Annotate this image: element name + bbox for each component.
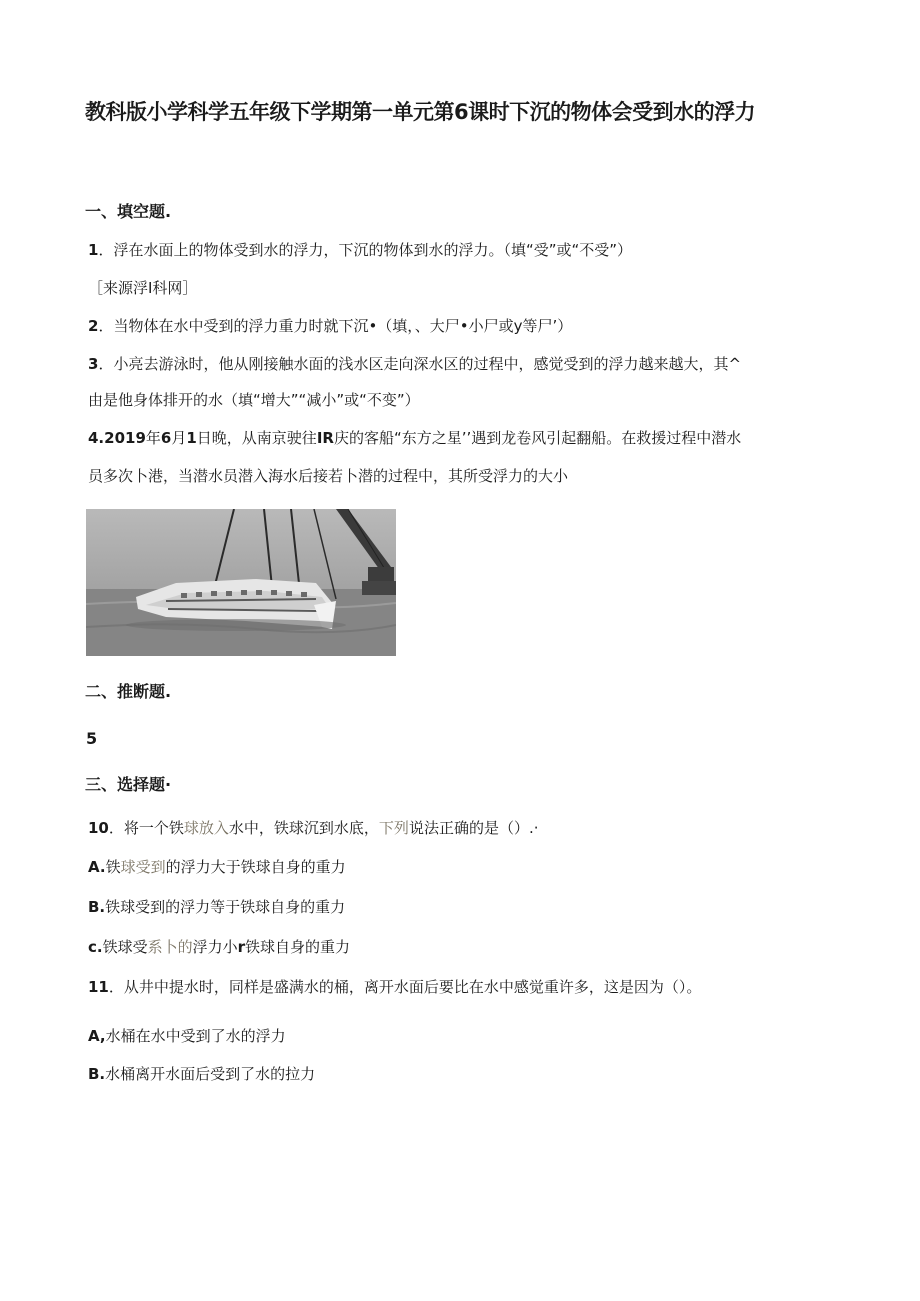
question-text-line-1: ．小亮去游泳时，他从刚接触水面的浅水区走向深水区的过程中，感觉受到的浮力越来越大，其^ — [98, 355, 742, 373]
text-fragment: 球受到 — [120, 858, 166, 876]
question-3 — [88, 354, 741, 374]
text-fragment: 水中，铁球沉到水底， — [228, 819, 379, 837]
text-fragment: 日晚，从南京驶往 — [196, 429, 317, 447]
question-5: 5 — [86, 729, 98, 748]
text-fragment: 下列 — [378, 819, 409, 837]
source-note: ［来源浮I科网］ — [88, 279, 198, 297]
question-2 — [88, 316, 572, 336]
option-letter: A, — [88, 1027, 106, 1045]
text-fragment: 6 — [160, 429, 172, 447]
option-letter: B. — [88, 1065, 106, 1083]
option-11-a — [88, 1026, 286, 1046]
text-fragment: 球放入 — [183, 819, 229, 837]
question-number: 2 — [88, 317, 99, 335]
text-fragment: 庆的客船“东方之星’’遇到龙卷风引起翻船。在救援过程中潜水 — [333, 429, 742, 447]
text-fragment: ．将一个铁 — [108, 819, 184, 837]
question-11 — [88, 977, 701, 997]
question-1 — [88, 240, 632, 260]
text-fragment: 铁 — [105, 858, 121, 876]
option-text: 水桶在水中受到了水的浮力 — [105, 1027, 286, 1045]
text-fragment: 月 — [171, 429, 187, 447]
option-10-a — [88, 857, 346, 877]
question-3-line-2: 由是他身体排开的水（填“增大”“减小”或“不变”） — [88, 391, 420, 409]
question-number: 10 — [88, 819, 109, 837]
text-fragment: 浮力小 — [192, 938, 238, 956]
option-10-b — [88, 897, 345, 917]
text-fragment: 的浮力大于铁球自身的重力 — [165, 858, 346, 876]
question-4-line-2: 员多次卜港，当潜水员潜入海水后接若卜潜的过程中，其所受浮力的大小 — [88, 467, 569, 485]
question-10 — [88, 818, 538, 838]
section-fill-in-blank: 一、填空题. — [85, 202, 172, 221]
question-text: ．浮在水面上的物体受到水的浮力，下沉的物体到水的浮力。（填“受”或“不受”） — [98, 241, 633, 259]
question-4 — [88, 428, 741, 448]
capsized-ship-photo — [86, 509, 396, 656]
option-letter: B. — [88, 898, 106, 916]
text-fragment: 说法正确的是（）.· — [408, 819, 539, 837]
option-10-c — [88, 937, 350, 957]
text-fragment: 系卜的 — [147, 938, 193, 956]
section-multiple-choice: 三、选择题· — [85, 775, 172, 794]
option-11-b — [88, 1064, 315, 1084]
option-text: 水桶离开水面后受到了水的拉力 — [105, 1065, 316, 1083]
text-fragment: IR — [316, 429, 334, 447]
text-fragment: 年 — [145, 429, 161, 447]
question-text: ．当物体在水中受到的浮力重力时就下沉•（填，、大尸•小尸或y等尸’） — [98, 317, 573, 335]
question-number: 1 — [88, 241, 99, 259]
option-text: 铁球受到的浮力等于铁球自身的重力 — [105, 898, 346, 916]
text-fragment: 铁球受 — [102, 938, 148, 956]
question-number: 11 — [88, 978, 109, 996]
page-title: 教科版小学科学五年级下学期第一单元第6课时下沉的物体会受到水的浮力 — [85, 100, 756, 124]
ship-image — [86, 509, 396, 656]
text-fragment: 铁球自身的重力 — [245, 938, 351, 956]
section-judgement: 二、推断题. — [85, 682, 172, 701]
option-letter: A. — [88, 858, 106, 876]
text-fragment: 1 — [186, 429, 197, 447]
question-number: 4.2019 — [88, 429, 146, 447]
text-fragment: r — [237, 938, 246, 956]
question-number: 3 — [88, 355, 99, 373]
option-letter: c. — [88, 938, 103, 956]
question-text: ．从井中提水时，同样是盛满水的桶，离开水面后要比在水中感觉重许多，这是因为（）。 — [108, 978, 702, 996]
